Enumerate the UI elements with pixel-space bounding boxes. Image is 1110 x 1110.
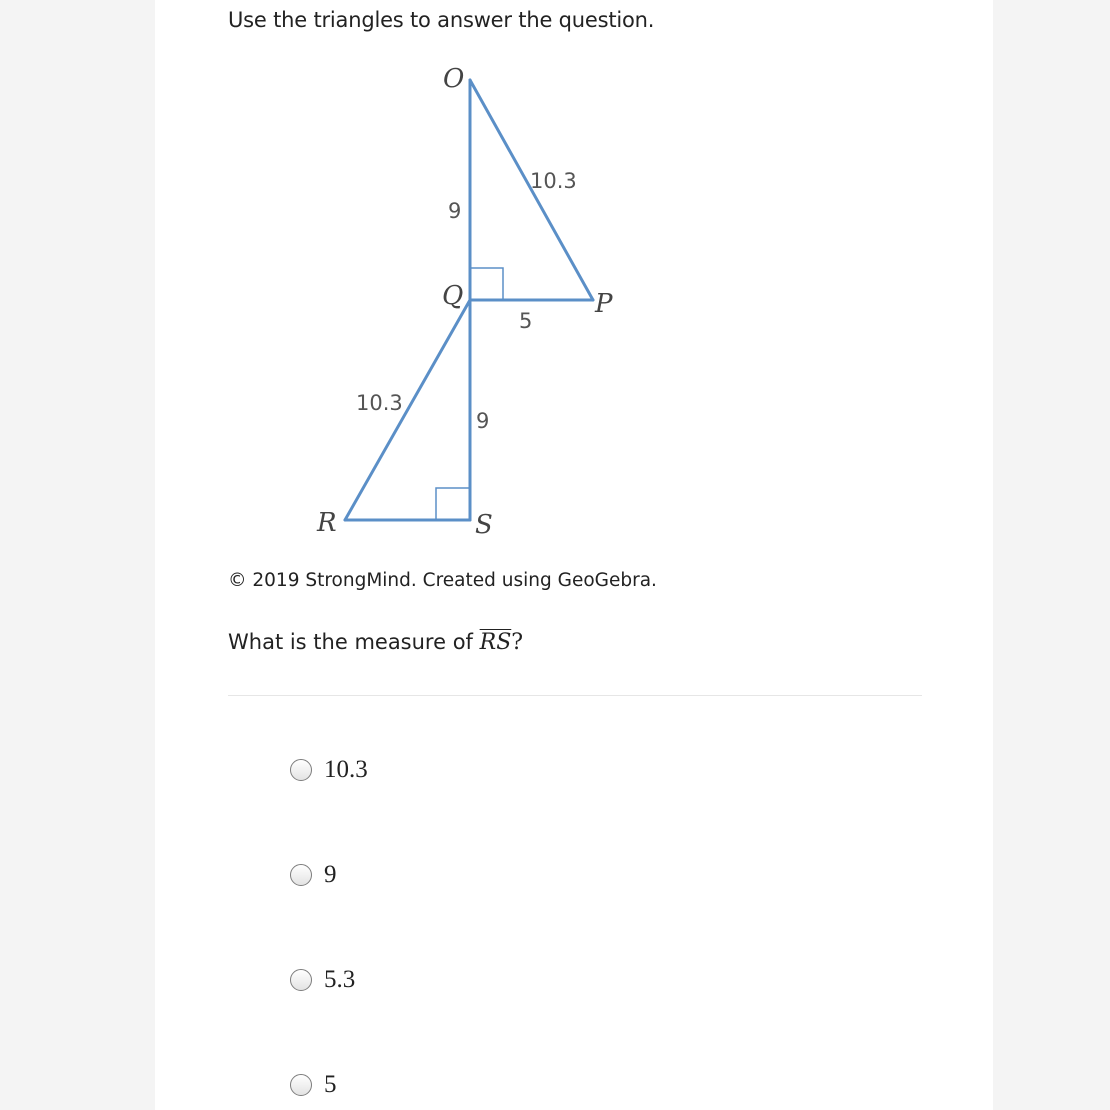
vertex-label-r: R xyxy=(317,508,337,538)
answer-choice-3[interactable] xyxy=(290,966,355,994)
copyright-text: © 2019 StrongMind. Created using GeoGebra. xyxy=(228,570,657,591)
vertex-label-q: Q xyxy=(442,281,464,311)
question-suffix: ? xyxy=(511,630,524,655)
answer-choice-label: 5 xyxy=(324,1071,337,1098)
radio-button-2[interactable] xyxy=(290,864,312,886)
segment-rs-label: $\overline{RS}$ xyxy=(479,630,512,655)
right-angle-mark-q xyxy=(470,268,503,300)
answer-choice-2[interactable] xyxy=(290,861,337,889)
answer-choice-label: 10.3 xyxy=(324,756,368,783)
question-divider xyxy=(228,695,922,696)
question-text xyxy=(228,630,523,655)
side-label-qr: 10.3 xyxy=(356,391,403,415)
radio-button-3[interactable] xyxy=(290,969,312,991)
radio-button-4[interactable] xyxy=(290,1074,312,1096)
vertex-label-p: P xyxy=(595,289,613,319)
vertex-label-o: O xyxy=(443,64,465,94)
side-label-oq: 9 xyxy=(448,199,462,223)
question-prefix: What is the measure of xyxy=(228,630,480,654)
side-label-op: 10.3 xyxy=(530,169,577,193)
radio-button-1[interactable] xyxy=(290,759,312,781)
answer-choice-4[interactable] xyxy=(290,1071,337,1099)
answer-choice-1[interactable] xyxy=(290,756,368,784)
answer-choice-label: 9 xyxy=(324,861,337,888)
side-label-qs: 9 xyxy=(476,409,490,433)
answer-choice-label: 5.3 xyxy=(324,966,356,993)
vertex-label-s: S xyxy=(475,510,493,540)
right-angle-mark-s xyxy=(436,488,470,520)
side-label-qp: 5 xyxy=(519,309,533,333)
instruction-text: Use the triangles to answer the question. xyxy=(228,8,655,32)
